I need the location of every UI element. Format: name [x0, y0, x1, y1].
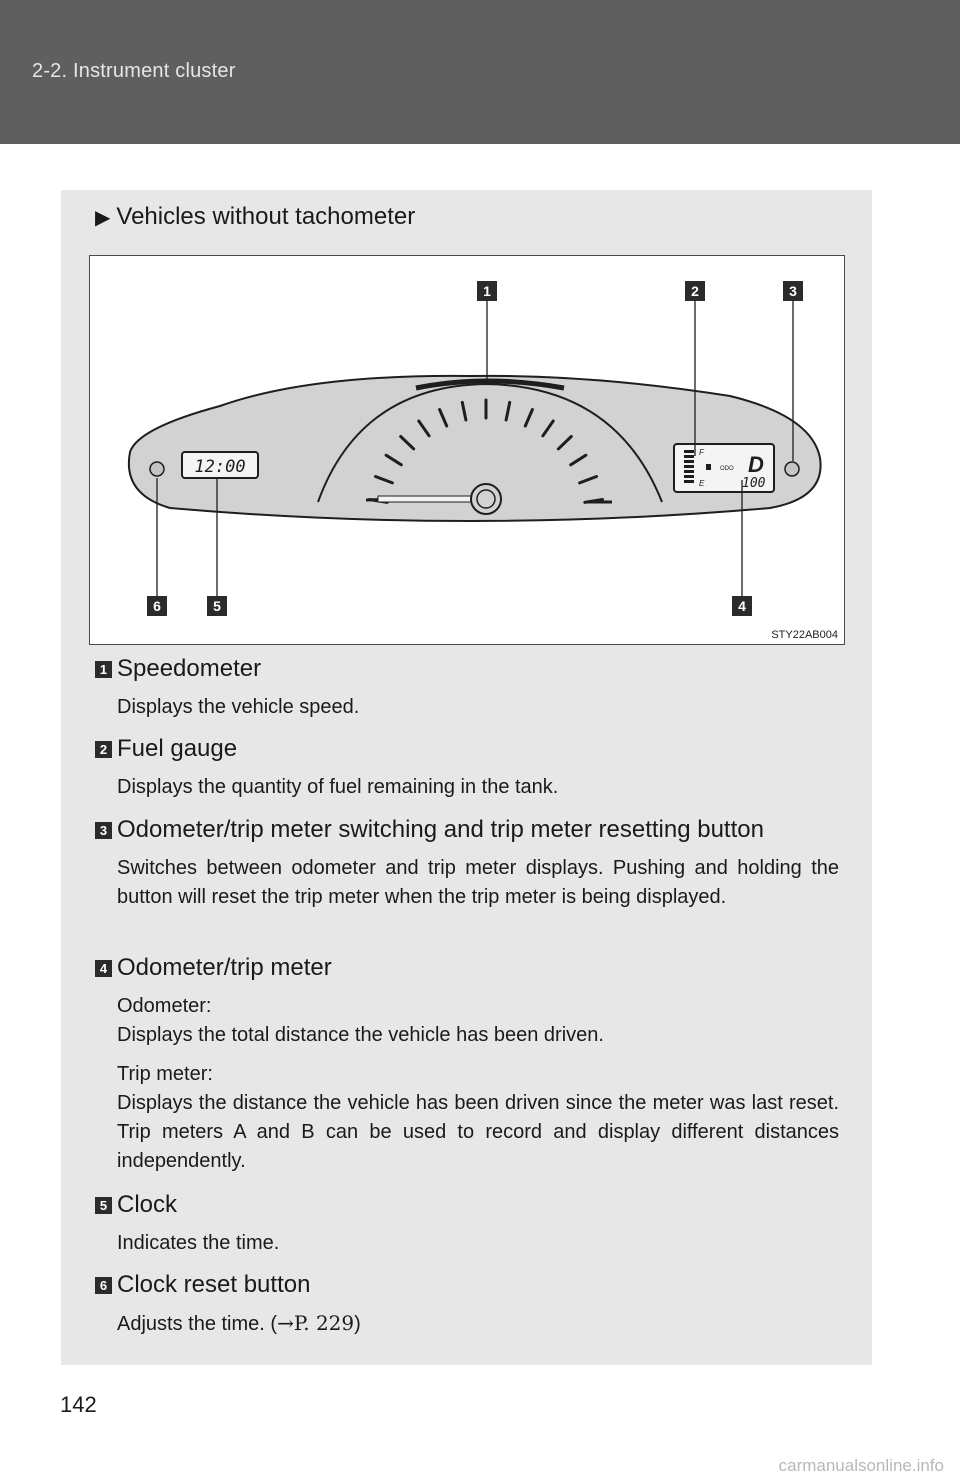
svg-text:2: 2: [691, 283, 699, 299]
instrument-cluster-illustration: [90, 256, 846, 646]
item-number-badge: 4: [95, 960, 112, 977]
page-number: 142: [60, 1392, 97, 1417]
trip-meter-label: Trip meter:: [117, 1063, 213, 1085]
odometer-description: Displays the total distance the vehicle has been driven.: [117, 1024, 604, 1046]
triangle-bullet-icon: ▶: [95, 207, 111, 229]
item-description: Displays the quantity of fuel remaining in the tank.: [117, 776, 559, 798]
odo-label: ODO: [720, 466, 734, 472]
figure-code: STY22AB004: [771, 629, 838, 641]
item-trip-button: [95, 816, 855, 922]
arrow-icon: →: [277, 1311, 294, 1335]
page-reference-link[interactable]: P. 229: [293, 1311, 355, 1335]
fuel-full-mark: F: [699, 448, 704, 457]
item-description: Adjusts the time. (→P. 229): [117, 1311, 361, 1335]
svg-text:6: 6: [153, 598, 161, 614]
item-title: Fuel gauge: [117, 735, 238, 762]
fuel-pump-icon: [706, 464, 711, 470]
clock-display-text: 12:00: [194, 457, 246, 477]
odometer-label: Odometer:: [117, 995, 212, 1017]
item-number-badge: 3: [95, 822, 112, 839]
callout-2: [685, 281, 705, 301]
needle-hub-inner: [477, 490, 495, 508]
trip-reset-knob: [785, 462, 799, 476]
item-number-badge: 5: [95, 1197, 112, 1214]
item-title: Clock: [117, 1191, 178, 1218]
odometer-digits: 100: [742, 476, 766, 491]
item-title: Speedometer: [117, 655, 262, 682]
item-clock-reset: [95, 1271, 855, 1349]
item-description: Indicates the time.: [117, 1232, 280, 1254]
watermark: carmanualsonline.info: [778, 1456, 944, 1475]
fuel-empty-mark: E: [699, 479, 705, 488]
item-number-badge: 1: [95, 661, 112, 678]
item-title: Odometer/trip meter switching and trip meter resetting button: [117, 816, 764, 843]
callout-1: [477, 281, 497, 301]
instrument-cluster-figure: [89, 255, 845, 645]
needle-base: [378, 496, 474, 502]
callout-3: [783, 281, 803, 301]
callout-5: [207, 596, 227, 616]
item-title: Odometer/trip meter: [117, 954, 332, 981]
svg-text:4: 4: [738, 598, 746, 614]
section-label-text: Vehicles without tachometer: [116, 203, 416, 230]
gear-indicator: D: [748, 452, 764, 477]
item-title: Clock reset button: [117, 1271, 311, 1298]
item-fuel-gauge: [95, 735, 855, 812]
callout-4: [732, 596, 752, 616]
svg-text:1: 1: [483, 283, 491, 299]
item-number-badge: 2: [95, 741, 112, 758]
item-clock: [95, 1191, 855, 1268]
section-title: 2-2. Instrument cluster: [32, 60, 236, 82]
item-description: Switches between odometer and trip meter displays. Pushing and holding the button will reset the trip meter when the trip meter is being displayed.: [117, 857, 839, 908]
section-label: [95, 203, 415, 231]
item-speedometer: [95, 655, 855, 732]
trip-meter-description: Displays the distance the vehicle has been driven since the meter was last reset. Trip meters A and B can be used to record and display different distances independently.: [117, 1092, 839, 1172]
item-odometer: [95, 954, 855, 1186]
page-header: [0, 0, 960, 144]
svg-text:5: 5: [213, 598, 221, 614]
item-number-badge: 6: [95, 1277, 112, 1294]
callout-6: [147, 596, 167, 616]
svg-text:3: 3: [789, 283, 797, 299]
clock-reset-knob: [150, 462, 164, 476]
item-description: Displays the vehicle speed.: [117, 696, 360, 718]
